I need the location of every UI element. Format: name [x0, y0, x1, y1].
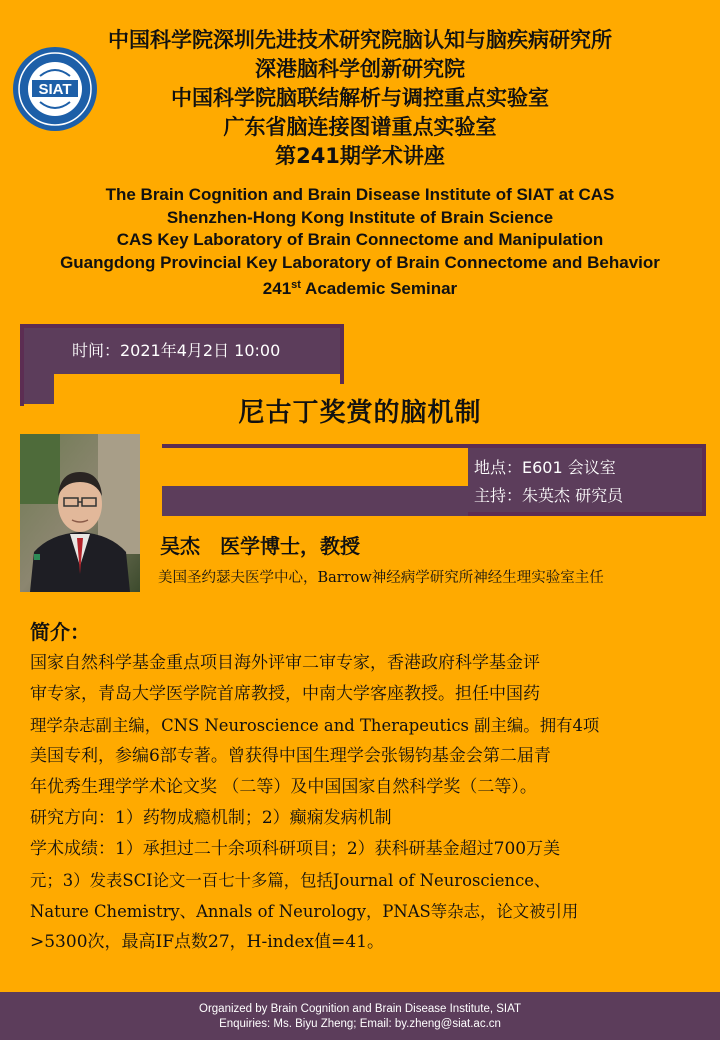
- intro-line: 元；3）发表SCI论文一百七十多篇，包括Journal of Neuroscience、: [30, 871, 551, 890]
- frame-line: [340, 324, 344, 384]
- intro-heading: 简介：: [30, 620, 90, 644]
- footer-enquiries: Enquiries: Ms. Biyu Zheng; Email: by.zheng@siat.ac.cn: [219, 1018, 501, 1030]
- cn-header-line: 中国科学院深圳先进技术研究院脑认知与脑疾病研究所: [108, 28, 612, 52]
- intro-line: 学术成绩：1）承担过二十余项科研项目；2）获科研基金超过700万美: [30, 839, 561, 859]
- speaker-name: 吴杰 医学博士，教授: [160, 534, 360, 558]
- speaker-affiliation: 美国圣约瑟夫医学中心，Barrow神经病学研究所神经生理实验室主任: [158, 570, 604, 586]
- cn-header-line: 深港脑科学创新研究院: [255, 57, 465, 81]
- en-header-line: The Brain Cognition and Brain Disease Institute of SIAT at CAS: [105, 185, 615, 204]
- intro-line: 理学杂志副主编，CNS Neuroscience and Therapeutics 副主编。拥有4项: [30, 716, 600, 735]
- venue-location: 地点：E601 会议室: [474, 458, 616, 477]
- intro-line: 审专家，青岛大学医学院首席教授，中南大学客座教授。担任中国药: [30, 684, 540, 704]
- en-header-line: Guangdong Provincial Key Laboratory of Brain Connectome and Behavior: [60, 252, 660, 272]
- intro-line: 年优秀生理学学术论文奖 （二等）及中国国家自然科学奖（二等）。: [30, 777, 537, 797]
- intro-line: 国家自然科学基金重点项目海外评审二审专家，香港政府科学基金评: [30, 653, 540, 673]
- cn-header-line: 中国科学院脑联结解析与调控重点实验室: [171, 86, 549, 110]
- intro-line: Nature Chemistry、Annals of Neurology，PNAS等杂志，论文被引用: [30, 902, 579, 921]
- intro-line: >5300次，最高IF点数27，H-index值=41。: [30, 932, 385, 952]
- intro-line: 美国专利，参编6部专著。曾获得中国生理学会张锡钧基金会第二届青: [30, 746, 551, 766]
- cn-header-line: 广东省脑连接图谱重点实验室: [223, 115, 497, 139]
- english-header-block: [0, 184, 720, 297]
- chinese-header-block: [0, 26, 720, 171]
- footer: [0, 992, 720, 1040]
- intro-line: 研究方向：1）药物成瘾机制；2）癫痫发病机制: [30, 808, 392, 828]
- seminar-label: Academic Seminar: [305, 279, 458, 298]
- en-seminar-number: [0, 274, 720, 297]
- time-box: 时间：2021年4月2日 10:00: [24, 328, 340, 374]
- seminar-number: 241: [262, 279, 292, 298]
- seminar-ordinal-suffix: st: [291, 279, 301, 291]
- speaker-photo: [20, 434, 140, 592]
- footer-organizer: Organized by Brain Cognition and Brain Disease Institute, SIAT: [199, 1003, 521, 1015]
- venue-info: [468, 448, 702, 512]
- en-header-line: Shenzhen-Hong Kong Institute of Brain Science: [166, 207, 554, 227]
- venue-host: 主持：朱英杰 研究员: [474, 486, 624, 505]
- cn-seminar-number: 第241期学术讲座: [275, 144, 445, 168]
- logo-text: SIAT: [38, 81, 72, 98]
- venue-box: [162, 448, 702, 512]
- talk-title: 尼古丁奖赏的脑机制: [238, 398, 482, 428]
- intro-body: [30, 648, 694, 958]
- en-header-line: CAS Key Laboratory of Brain Connectome and Manipulation: [116, 230, 604, 249]
